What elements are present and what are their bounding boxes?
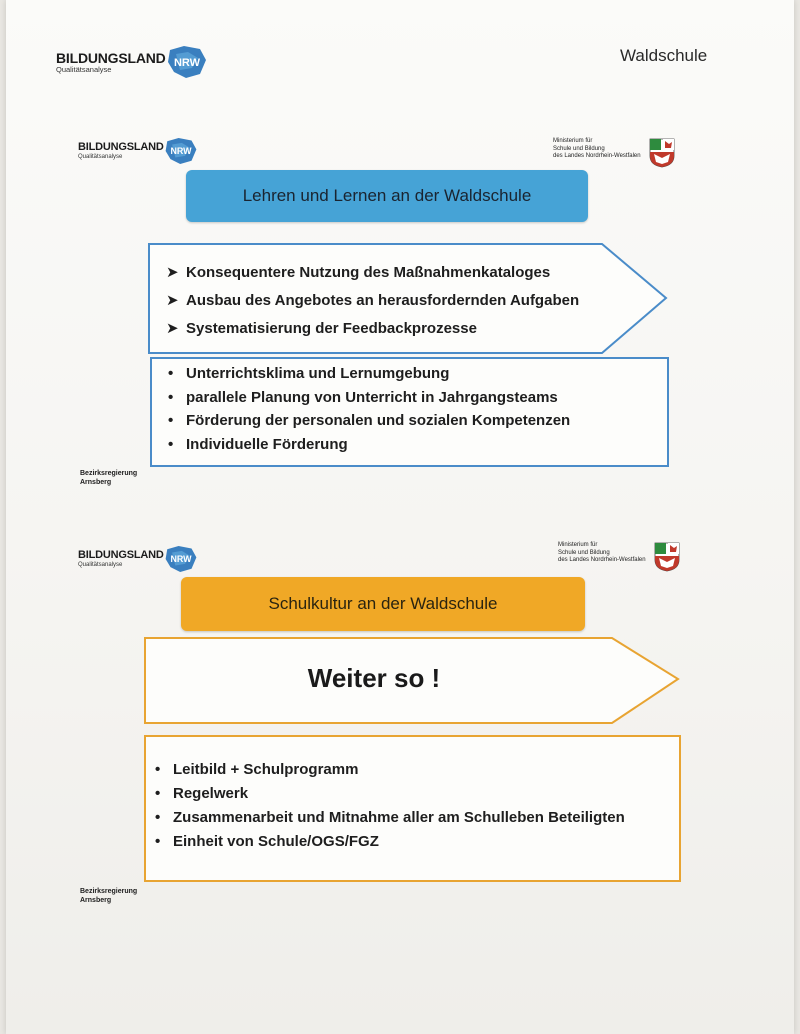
list-item: • Förderung der personalen und sozialen Kompetenzen <box>168 412 571 429</box>
nrw-badge-text: NRW <box>170 146 192 157</box>
logo-sub-text: Qualitätsanalyse <box>78 154 123 160</box>
logo-sub-text: Qualitätsanalyse <box>56 64 112 74</box>
ministry-line2: Schule und Bildung <box>558 549 610 556</box>
logo-main-text: BILDUNGSLAND <box>78 549 164 561</box>
list-item: • Leitbild + Schulprogramm <box>155 761 359 778</box>
nrw-badge-text: NRW <box>170 554 192 565</box>
logo-main-text: BILDUNGSLAND <box>56 49 166 66</box>
document-page <box>6 0 794 1034</box>
list-item: • Regelwerk <box>155 785 249 802</box>
list-item: • Zusammenarbeit und Mitnahme aller am Schulleben Beteiligten <box>155 809 625 826</box>
slide1-title-banner: Lehren und Lernen an der Waldschule <box>186 170 588 222</box>
ministry-line1: Ministerium für <box>553 138 593 144</box>
slide2-title-banner: Schulkultur an der Waldschule <box>181 577 585 631</box>
list-item: • parallele Planung von Unterricht in Jahrgangsteams <box>168 388 558 406</box>
ministry-logo-slide2 <box>558 542 680 572</box>
logo-main-text: BILDUNGSLAND <box>78 141 164 153</box>
footer-line1: Bezirksregierung <box>80 888 138 895</box>
arrow-bullet-icon: ➤ <box>166 292 179 309</box>
slide1-footer <box>80 470 137 487</box>
arrow-bullet-icon: ➤ <box>166 264 179 281</box>
nrw-badge-text: NRW <box>173 57 200 69</box>
nrw-badge-icon <box>164 544 198 574</box>
nrw-coat-of-arms-icon <box>649 138 675 168</box>
ministry-logo-slide1 <box>553 138 675 168</box>
ministry-line2: Schule und Bildung <box>553 145 605 152</box>
bildungsland-logo-slide2 <box>78 544 198 574</box>
ministry-line3: des Landes Nordrhein-Westfalen <box>558 557 646 563</box>
round-bullet-icon: • <box>168 412 174 429</box>
round-bullet-icon: • <box>155 785 161 802</box>
round-bullet-icon: • <box>155 761 161 778</box>
round-bullet-icon: • <box>168 435 174 453</box>
nrw-coat-of-arms-icon <box>654 542 680 572</box>
round-bullet-icon: • <box>155 809 161 826</box>
arrow-bullet-icon: ➤ <box>166 320 179 337</box>
logo-sub-text: Qualitätsanalyse <box>78 562 123 568</box>
footer-line2: Arnsberg <box>80 478 112 486</box>
nrw-badge-icon <box>166 44 208 80</box>
bildungsland-logo-header <box>56 44 208 80</box>
ministry-line1: Ministerium für <box>558 542 598 548</box>
ministry-line3: des Landes Nordrhein-Westfalen <box>553 153 641 159</box>
list-item: • Individuelle Förderung <box>168 435 348 453</box>
round-bullet-icon: • <box>168 365 174 382</box>
round-bullet-icon: • <box>168 388 174 406</box>
list-item: • Einheit von Schule/OGS/FGZ <box>155 833 379 850</box>
list-item: ➤ Systematisierung der Feedbackprozesse <box>186 318 579 346</box>
nrw-badge-icon <box>164 136 198 166</box>
school-name-header: Waldschule <box>620 46 708 65</box>
list-item: • Unterrichtsklima und Lernumgebung <box>168 365 450 382</box>
footer-line2: Arnsberg <box>80 896 112 904</box>
bildungsland-logo-slide1 <box>78 136 198 166</box>
slide2-arrow-text: Weiter so ! <box>307 663 441 693</box>
list-item: ➤ Ausbau des Angebotes an herausfordernden Aufgaben <box>186 290 579 318</box>
slide1-arrow-list <box>166 262 580 346</box>
round-bullet-icon: • <box>155 833 161 850</box>
list-item: ➤ Konsequentere Nutzung des Maßnahmenkataloges <box>186 262 579 290</box>
slide2-bullet-list <box>155 760 625 856</box>
slide1-bullet-list <box>168 364 571 458</box>
footer-line1: Bezirksregierung <box>80 470 138 477</box>
slide2-footer <box>80 888 137 905</box>
